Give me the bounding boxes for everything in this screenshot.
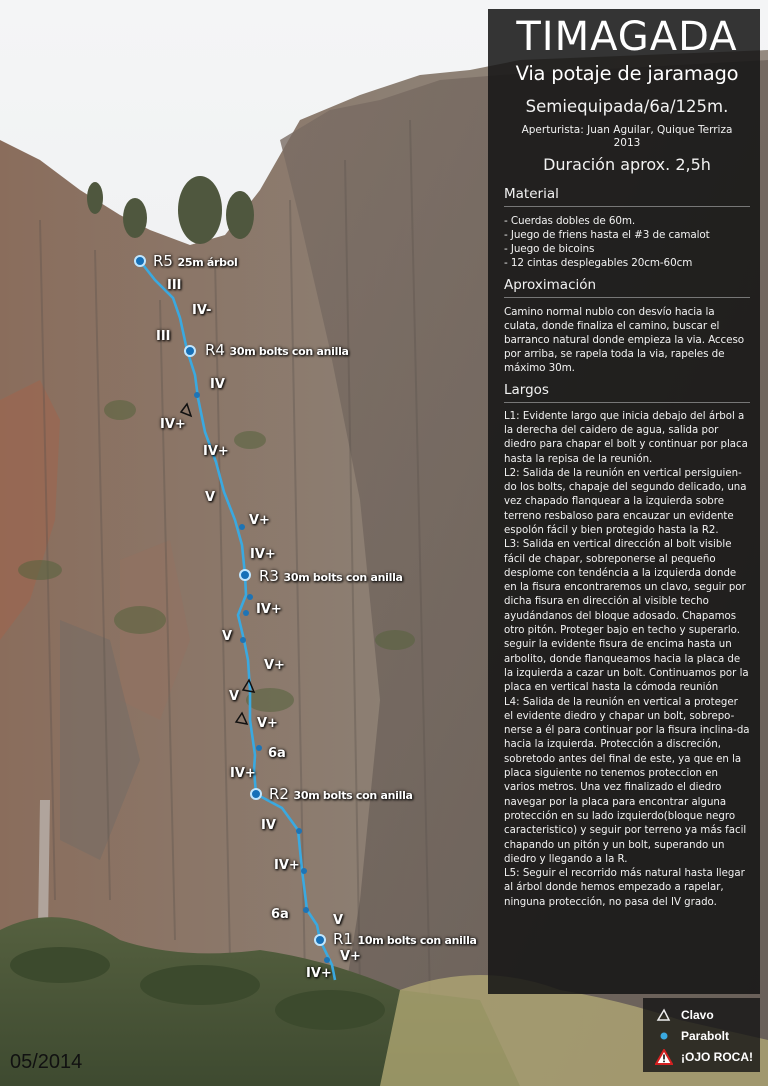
legend-label: Parabolt	[681, 1028, 730, 1043]
bolt-dot-icon	[243, 610, 249, 616]
grade-label: 6a	[268, 746, 286, 761]
station-r5	[153, 254, 237, 269]
grade-label: V+	[257, 716, 278, 731]
route-subtitle: Via potaje de jaramago	[515, 61, 739, 85]
station-id: R3	[259, 567, 279, 585]
pitches-list	[504, 410, 750, 910]
station-r3-marker	[240, 570, 250, 580]
approach-text: Camino normal nublo con desvío hacia la culata, donde finaliza el camino, buscar el barranco natural donde empieza la via. Acceso por arriba, se rapela toda la via, rapeles de máximo 30m.	[504, 305, 745, 375]
bolt-dot-icon	[256, 745, 262, 751]
bolt-dot-icon	[240, 637, 246, 643]
bolt-dot-icon	[296, 828, 302, 834]
legend-item-parabolt	[653, 1025, 760, 1046]
grade-label: IV+	[274, 858, 300, 873]
bolt-dot-icon	[247, 594, 253, 600]
legend	[643, 998, 760, 1072]
material-list	[504, 214, 750, 271]
material-section	[504, 186, 750, 271]
approach-title: Aproximación	[504, 277, 750, 298]
bolt-dot-icon	[239, 524, 245, 530]
station-r4-marker	[185, 346, 195, 356]
bolt-dot-icon	[653, 1031, 675, 1041]
station-r3	[259, 569, 403, 584]
grade-label: IV+	[203, 444, 229, 459]
material-item: - Juego de bicoins	[504, 243, 595, 256]
grade-label: III	[156, 329, 171, 344]
grade-label: V	[333, 913, 344, 928]
grade-label: V+	[340, 949, 361, 964]
grade-label: IV	[261, 818, 276, 833]
bolt-dot-icon	[194, 392, 200, 398]
station-r2-marker	[251, 789, 261, 799]
piton-icon	[653, 1008, 675, 1022]
station-r5-marker	[135, 256, 145, 266]
route-specs: Semiequipada/6a/125m.	[525, 96, 729, 116]
grade-label: IV+	[230, 766, 256, 781]
route-openers: Aperturista: Juan Aguilar, Quique Terriza	[521, 123, 733, 136]
bolt-dot-icon	[301, 868, 307, 874]
station-desc: 30m bolts con anilla	[293, 789, 413, 802]
station-r2	[269, 787, 413, 802]
material-item: - 12 cintas desplegables 20cm-60cm	[504, 257, 693, 270]
pitch-description: L2: Salida de la reunión en vertical persiguien-do los bolts, chapaje del segundo delicado, una vez chapado flanquear a la izquierda sobre terreno resbaloso para encauzar un evidente espolón fácil y bien protegido hasta la R2.	[504, 467, 747, 536]
route-info-panel	[488, 9, 760, 994]
station-id: R5	[153, 252, 173, 270]
station-r4	[205, 343, 349, 358]
station-desc: 30m bolts con anilla	[229, 345, 349, 358]
pitches-section	[504, 382, 750, 910]
grade-label: IV+	[256, 602, 282, 617]
legend-label: ¡OJO ROCA!	[681, 1049, 753, 1064]
bolt-dot-icon	[324, 957, 330, 963]
pitch-description: L3: Salida en vertical dirección al bolt visible fácil de chapar, sobreponerse al pequeño desplome con tendéncia a la izquierda donde en la fisura encontraremos un clavo, seguir por dicha fisura en dirección al visible techo ayudándanos del bloque adosado. Chapamos otro pitón. Proteger bajo en techo y superarlo. seguir la evidente fisura de encima hasta un arbolito, donde flanqueamos hacia la placa de la izquierda a cazar un bolt. Continuamos por la placa en vertical hasta la cómoda reunión	[504, 539, 749, 694]
warning-triangle-icon	[653, 1049, 675, 1065]
material-item: - Juego de friens hasta el #3 de camalot	[504, 229, 710, 241]
grade-label: IV+	[250, 547, 276, 562]
station-id: R1	[333, 930, 353, 948]
legend-item-ojo-roca	[653, 1046, 760, 1067]
topo-date: 05/2014	[10, 1051, 83, 1073]
bolt-dot-icon	[303, 907, 309, 913]
grade-label: V	[229, 689, 240, 704]
grade-label: IV	[210, 377, 225, 392]
route-opening-year: 2013	[613, 136, 641, 149]
pitch-description: L1: Evidente largo que inicia debajo del árbol a la derecha del caidero de agua, salida por diedro para chapar el bolt y continuar por placa hasta la repisa de la reunión.	[504, 410, 748, 465]
station-desc: 30m bolts con anilla	[283, 571, 403, 584]
grade-label: V+	[264, 658, 285, 673]
grade-label: IV-	[192, 303, 212, 318]
pitch-description: L4: Salida de la reunión en vertical a proteger el evidente diedro y chapar un bolt, sobrepo-nerse a él para continuar por la fisura inclina-da hacia la izquierda. Protección a discreción, sobretodo antes del final de este, ya que en la placa siguiente no tenemos proteccion en varios metros. Una vez finalizado el diedro navegar por la placa para encontrar alguna protección en su lado izquierdo(bloque negro caracteristico) y seguir por terreno ya más facil chapando un pitón y un bolt, superando un diedro y llegando a la R.	[504, 696, 750, 865]
pitch-description: L5: Seguir el recorrido más natural hasta llegar al árbol donde hemos empezado a rapelar, ninguna protección, no pasa del IV grado.	[504, 868, 745, 908]
grade-label: V+	[249, 513, 270, 528]
station-desc: 25m árbol	[177, 256, 238, 269]
grade-label: V	[205, 490, 216, 505]
route-title: TIMAGADA	[516, 14, 738, 60]
material-title: Material	[504, 186, 750, 207]
legend-item-clavo	[653, 1004, 760, 1025]
grade-label: 6a	[271, 907, 289, 922]
grade-label: III	[167, 278, 182, 293]
station-id: R4	[205, 341, 225, 359]
station-r1-marker	[315, 935, 325, 945]
grade-label: IV+	[306, 966, 332, 981]
station-id: R2	[269, 785, 289, 803]
route-duration: Duración aprox. 2,5h	[543, 154, 711, 174]
grade-label: V	[222, 629, 233, 644]
pitches-title: Largos	[504, 382, 750, 403]
legend-label: Clavo	[681, 1007, 714, 1022]
station-desc: 10m bolts con anilla	[357, 934, 477, 947]
station-r1	[333, 932, 477, 947]
approach-section	[504, 277, 750, 376]
grade-label: IV+	[160, 417, 186, 432]
material-item: - Cuerdas dobles de 60m.	[504, 214, 636, 227]
